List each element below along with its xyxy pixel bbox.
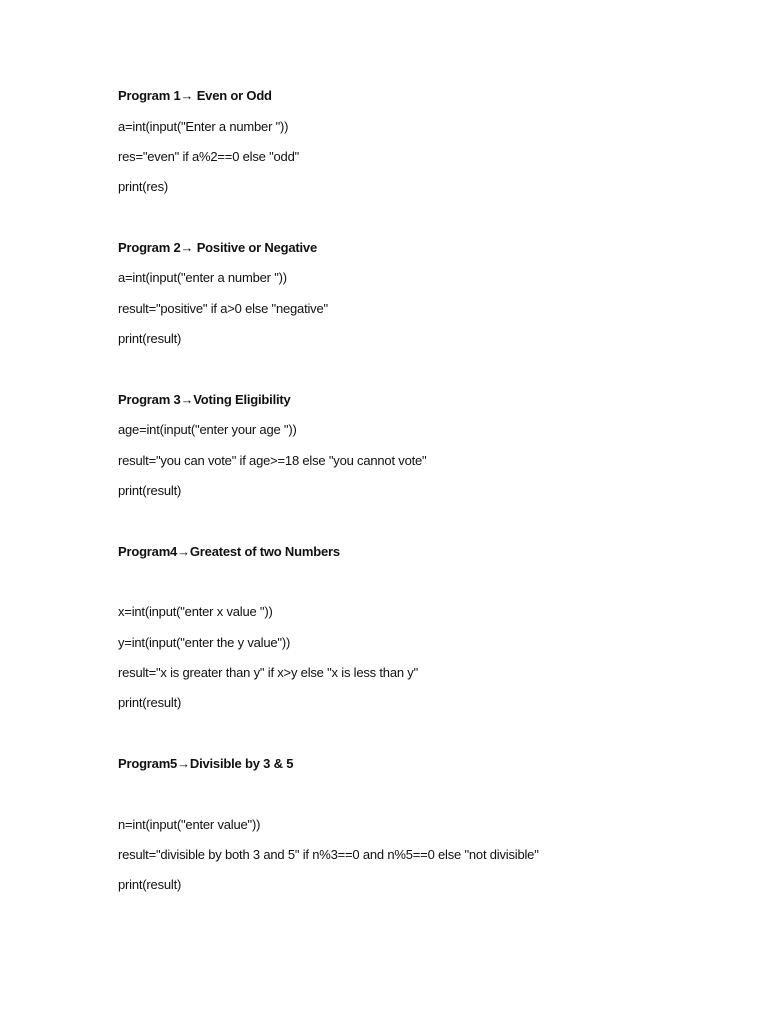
program-4-heading: Program4→Greatest of two Numbers	[118, 544, 340, 559]
program-4-code-line-1: x=int(input("enter x value "))	[118, 604, 273, 619]
program-4-code-line-4: print(result)	[118, 695, 182, 710]
program-2-heading: Program 2→ Positive or Negative	[118, 240, 317, 255]
program-1-heading: Program 1→ Even or Odd	[118, 88, 272, 103]
program-5-code-line-1: n=int(input("enter value"))	[118, 817, 261, 832]
program-3-heading: Program 3→Voting Eligibility	[118, 392, 291, 407]
program-3-code-line-3: print(result)	[118, 483, 182, 498]
program-1-code-line-2: res="even" if a%2==0 else "odd"	[118, 149, 300, 164]
program-5-heading: Program5→Divisible by 3 & 5	[118, 756, 294, 771]
program-5-code-line-3: print(result)	[118, 877, 182, 892]
program-1-code-line-1: a=int(input("Enter a number "))	[118, 119, 289, 134]
program-3-code-line-2: result="you can vote" if age>=18 else "you cannot vote"	[118, 453, 427, 468]
program-2-code-line-1: a=int(input("enter a number "))	[118, 270, 287, 285]
program-4-code-line-2: y=int(input("enter the y value"))	[118, 635, 291, 650]
program-5-code-line-2: result="divisible by both 3 and 5" if n%3==0 and n%5==0 else "not divisible"	[118, 847, 539, 862]
program-2-code-line-2: result="positive" if a>0 else "negative"	[118, 301, 328, 316]
program-4-code-line-3: result="x is greater than y" if x>y else "x is less than y"	[118, 665, 419, 680]
program-3-code-line-1: age=int(input("enter your age "))	[118, 422, 297, 437]
program-1-code-line-3: print(res)	[118, 179, 169, 194]
program-2-code-line-3: print(result)	[118, 331, 182, 346]
